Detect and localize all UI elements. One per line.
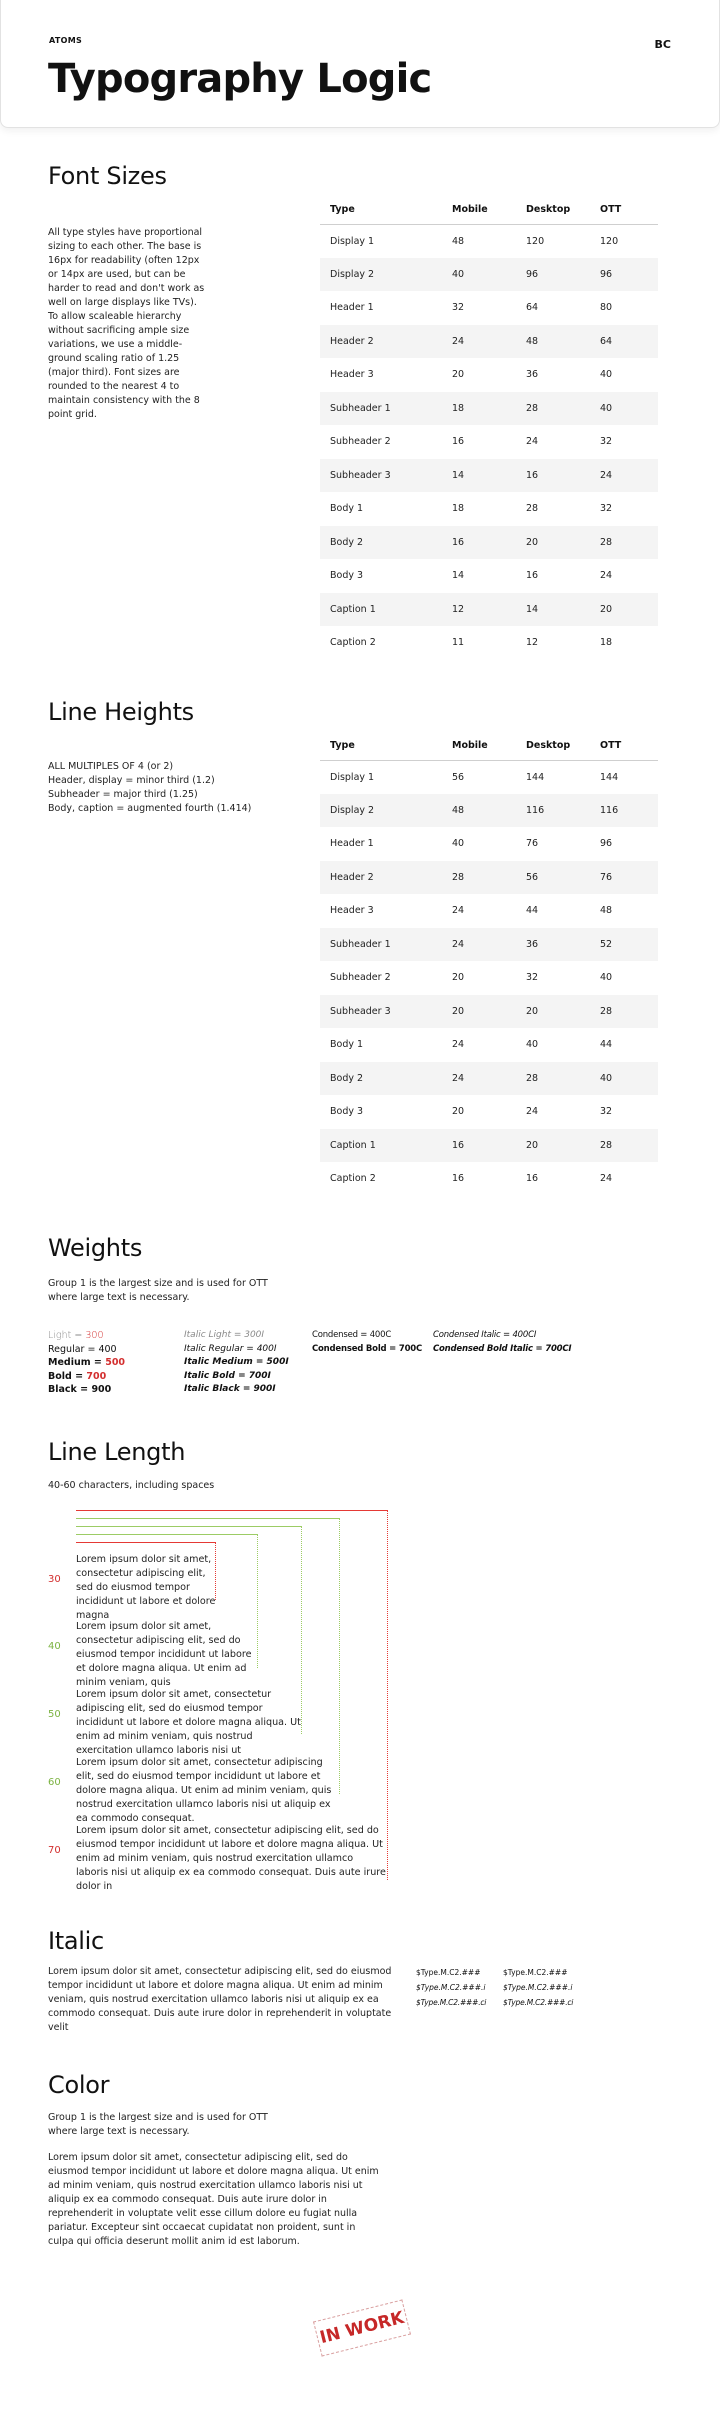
- cell-mobile: 20: [452, 369, 465, 381]
- cell-ott: 28: [590, 1129, 658, 1163]
- cell-mobile: 24: [452, 1039, 465, 1051]
- font-sizes-table: [320, 196, 658, 660]
- cell-desktop: 116: [516, 794, 590, 828]
- table-header-row: [320, 196, 658, 224]
- cell-desktop: 28: [516, 1062, 590, 1096]
- cell-mobile: 11: [452, 637, 465, 649]
- cell-desktop: 20: [516, 995, 590, 1029]
- type-token: $Type.M.C2.###.ci: [416, 1998, 487, 2007]
- cell-type: Caption 2: [330, 1173, 376, 1185]
- cell-mobile: 12: [442, 593, 516, 627]
- cell-desktop: 48: [516, 325, 590, 359]
- cell-mobile: 48: [442, 794, 516, 828]
- cell-ott: 32: [600, 436, 613, 448]
- cell-ott: 24: [600, 1173, 613, 1185]
- cell-desktop: 20: [516, 1129, 590, 1163]
- cell-desktop: 64: [526, 302, 539, 314]
- cell-mobile: 18: [452, 503, 465, 515]
- cell-ott: 32: [600, 503, 613, 515]
- cell-desktop: 16: [526, 1173, 539, 1185]
- cell-desktop: 56: [516, 861, 590, 895]
- italic-tags-right: [503, 1965, 573, 2010]
- cell-ott: 116: [590, 794, 658, 828]
- table-row: [320, 760, 658, 794]
- table-row: [320, 425, 658, 459]
- cell-desktop: 32: [526, 972, 539, 984]
- column-header-ott: OTT: [590, 196, 658, 224]
- cell-type: Body 1: [330, 503, 364, 515]
- cell-ott: 40: [590, 1062, 658, 1096]
- cell-type: Subheader 1: [320, 392, 442, 426]
- cell-type: Subheader 3: [320, 459, 442, 493]
- column-header-type: Type: [320, 196, 442, 224]
- cell-ott: 120: [600, 235, 619, 247]
- table-row: [320, 459, 658, 493]
- table-header-row: [320, 732, 658, 760]
- cell-ott: 144: [600, 771, 619, 783]
- table-row: [320, 593, 658, 627]
- type-token: $Type.M.C2.###.i: [416, 1983, 486, 1992]
- type-token: $Type.M.C2.###: [416, 1968, 481, 1977]
- cell-ott: 96: [590, 258, 658, 292]
- cell-type: Caption 1: [320, 593, 442, 627]
- eyebrow-label: ATOMS: [49, 36, 83, 45]
- cell-mobile: 16: [442, 526, 516, 560]
- cell-type: Header 1: [330, 838, 374, 850]
- line-heights-note: ALL MULTIPLES OF 4 (or 2): [48, 761, 174, 772]
- line-heights-note: Subheader = major third (1.25): [48, 789, 198, 800]
- italic-paragraph: Lorem ipsum dolor sit amet, consectetur adipiscing elit, sed do eiusmod tempor incididunt ut labore et dolore magna aliqua. Ut enim ad minim veniam, quis nostrud exercitation ullamco laboris nisi ut aliquip ex ea commodo consequat. Duis aute irure dolor in reprehenderit in voluptate velit: [48, 1966, 392, 2033]
- weight-condensed-bold-italic: Condensed Bold Italic = 700CI: [433, 1343, 572, 1354]
- cell-type: Subheader 2: [330, 972, 391, 984]
- cell-mobile: 20: [452, 1106, 465, 1118]
- cell-desktop: 28: [516, 392, 590, 426]
- cell-mobile: 24: [452, 905, 465, 917]
- cell-ott: 40: [590, 392, 658, 426]
- column-header-desktop: Desktop: [516, 196, 590, 224]
- cell-desktop: 144: [526, 771, 545, 783]
- cell-type: Header 3: [330, 369, 374, 381]
- line-length-label-50: 50: [48, 1709, 61, 1720]
- column-header-desktop: Desktop: [516, 732, 590, 760]
- weight-italic-bold: Italic Bold = 700I: [184, 1370, 271, 1381]
- cell-ott: 52: [590, 928, 658, 962]
- table-row: [320, 1062, 658, 1096]
- cell-mobile: 24: [442, 325, 516, 359]
- cell-ott: 76: [590, 861, 658, 895]
- line-length-label-40: 40: [48, 1641, 61, 1652]
- cell-ott: 24: [590, 459, 658, 493]
- weights-condensed-italic-list: [433, 1329, 571, 1356]
- table-row: [320, 626, 658, 660]
- color-description: Group 1 is the largest size and is used for OTT where large text is necessary.: [48, 2112, 268, 2137]
- cell-mobile: 16: [452, 436, 465, 448]
- cell-type: Subheader 2: [330, 436, 391, 448]
- table-row: [320, 794, 658, 828]
- table-row: [320, 358, 658, 392]
- line-heights-table: [320, 732, 658, 1196]
- table-row: [320, 827, 658, 861]
- weight-light: Light = 300: [48, 1330, 104, 1341]
- cell-desktop: 36: [526, 369, 539, 381]
- table-row: [320, 894, 658, 928]
- cell-type: Caption 2: [330, 637, 376, 649]
- weight-italic-regular: Italic Regular = 400I: [184, 1343, 277, 1354]
- type-token: $Type.M.C2.###.i: [503, 1983, 573, 1992]
- cell-desktop: 76: [526, 838, 539, 850]
- weight-regular: Regular = 400: [48, 1343, 117, 1355]
- in-work-stamp: [313, 2299, 411, 2356]
- table-row: [320, 1095, 658, 1129]
- table-row: [320, 325, 658, 359]
- line-length-sample-70: Lorem ipsum dolor sit amet, consectetur adipiscing elit, sed do eiusmod tempor incididunt ut labore et dolore magna aliqua. Ut enim ad minim veniam, quis nostrud exercitation ullamco laboris nisi ut aliquip ex ea commodo consequat. Duis aute irure dolor in: [76, 1825, 386, 1892]
- cell-type: Header 3: [330, 905, 374, 917]
- table-row: [320, 928, 658, 962]
- cell-mobile: 40: [452, 838, 465, 850]
- table-row: [320, 1162, 658, 1196]
- in-work-stamp-label: IN WORK: [317, 2307, 407, 2349]
- weights-condensed-list: [312, 1329, 422, 1356]
- line-length-description: 40-60 characters, including spaces: [48, 1480, 215, 1491]
- cell-desktop: 36: [516, 928, 590, 962]
- cell-type: Body 2: [320, 526, 442, 560]
- line-length-sample-60: Lorem ipsum dolor sit amet, consectetur adipiscing elit, sed do eiusmod tempor incididunt ut labore et dolore magna aliqua. Ut enim ad minim veniam, quis nostrud exercitation ullamco laboris nisi ut aliquip ex ea commodo consequat.: [76, 1757, 332, 1824]
- cell-mobile: 16: [452, 1173, 465, 1185]
- table-row: [320, 526, 658, 560]
- table-row: [320, 961, 658, 995]
- line-length-label-30: 30: [48, 1574, 61, 1585]
- line-length-title: Line Length: [48, 1438, 186, 1466]
- page-title: Typography Logic: [48, 56, 432, 102]
- type-token: $Type.M.C2.###: [503, 1968, 568, 1977]
- line-length-sample-50: Lorem ipsum dolor sit amet, consectetur adipiscing elit, sed do eiusmod tempor incididunt ut labore et dolore magna aliqua. Ut enim ad minim veniam, quis nostrud exercitation ullamco laboris nisi ut: [76, 1689, 301, 1756]
- weight-black: Black = 900: [48, 1384, 112, 1395]
- user-initials[interactable]: BC: [654, 38, 671, 51]
- line-heights-title: Line Heights: [48, 698, 194, 726]
- cell-mobile: 14: [442, 459, 516, 493]
- cell-ott: 40: [600, 369, 613, 381]
- color-title: Color: [48, 2071, 110, 2099]
- cell-desktop: 44: [526, 905, 539, 917]
- cell-ott: 64: [590, 325, 658, 359]
- column-header-ott: OTT: [590, 732, 658, 760]
- cell-desktop: 16: [526, 570, 539, 582]
- cell-ott: 20: [590, 593, 658, 627]
- cell-mobile: 16: [442, 1129, 516, 1163]
- cell-desktop: 20: [516, 526, 590, 560]
- cell-type: Header 1: [330, 302, 374, 314]
- cell-type: Body 2: [320, 1062, 442, 1096]
- cell-mobile: 24: [442, 928, 516, 962]
- line-length-sample-40: Lorem ipsum dolor sit amet, consectetur adipiscing elit, sed do eiusmod tempor incididunt ut labore et dolore magna aliqua. Ut enim ad minim veniam, quis: [76, 1621, 252, 1688]
- weight-condensed-bold: Condensed Bold = 700C: [312, 1343, 423, 1354]
- cell-type: Caption 1: [320, 1129, 442, 1163]
- cell-desktop: 12: [526, 637, 539, 649]
- table-row: [320, 1028, 658, 1062]
- column-header-type: Type: [320, 732, 442, 760]
- column-header-mobile: Mobile: [442, 732, 516, 760]
- page-header: [0, 0, 720, 128]
- cell-type: Body 1: [330, 1039, 364, 1051]
- cell-ott: 32: [600, 1106, 613, 1118]
- cell-ott: 96: [600, 838, 613, 850]
- cell-ott: 80: [600, 302, 613, 314]
- line-length-label-70: 70: [48, 1845, 61, 1856]
- cell-type: Subheader 3: [320, 995, 442, 1029]
- table-row: [320, 861, 658, 895]
- cell-mobile: 20: [442, 995, 516, 1029]
- weights-description: Group 1 is the largest size and is used for OTT where large text is necessary.: [48, 1278, 268, 1303]
- table-row: [320, 995, 658, 1029]
- weights-regular-list: [48, 1329, 125, 1397]
- line-length-sample-30: Lorem ipsum dolor sit amet, consectetur adipiscing elit, sed do eiusmod tempor incididunt ut labore et dolore magna: [76, 1554, 216, 1621]
- table-row: [320, 559, 658, 593]
- cell-type: Body 3: [330, 570, 364, 582]
- cell-desktop: 24: [526, 1106, 539, 1118]
- cell-mobile: 28: [442, 861, 516, 895]
- cell-desktop: 96: [516, 258, 590, 292]
- cell-mobile: 20: [452, 972, 465, 984]
- weight-italic-light: Italic Light = 300I: [184, 1330, 265, 1340]
- cell-mobile: 56: [452, 771, 465, 783]
- type-token: $Type.M.C2.###.ci: [503, 1998, 574, 2007]
- cell-mobile: 32: [452, 302, 465, 314]
- table-row: [320, 258, 658, 292]
- cell-mobile: 24: [442, 1062, 516, 1096]
- table-row: [320, 291, 658, 325]
- column-header-mobile: Mobile: [442, 196, 516, 224]
- cell-mobile: 14: [452, 570, 465, 582]
- line-length-label-60: 60: [48, 1777, 61, 1788]
- font-sizes-description: All type styles have proportional sizing to each other. The base is 16px for readability (often 12px or 14px are used, but can be harder to read and don't work as well on large displays like TVs). To allow scaleable hierarchy without sacrificing ample size variations, we use a middle-ground scaling ratio of 1.25 (major third). Font sizes are rounded to the nearest 4 to maintain consistency with the 8 point grid.: [48, 227, 205, 420]
- cell-type: Display 2: [320, 258, 442, 292]
- cell-ott: 28: [590, 526, 658, 560]
- weight-italic-medium: Italic Medium = 500I: [184, 1357, 289, 1367]
- weight-medium: Medium = 500: [48, 1357, 126, 1368]
- font-sizes-title: Font Sizes: [48, 162, 167, 190]
- line-heights-note: Body, caption = augmented fourth (1.414): [48, 803, 252, 814]
- cell-mobile: 40: [442, 258, 516, 292]
- table-row: [320, 224, 658, 258]
- cell-desktop: 120: [526, 235, 545, 247]
- cell-ott: 18: [600, 637, 613, 649]
- italic-title: Italic: [48, 1927, 104, 1955]
- cell-type: Header 2: [320, 325, 442, 359]
- cell-mobile: 48: [452, 235, 465, 247]
- cell-desktop: 40: [526, 1039, 539, 1051]
- cell-ott: 44: [600, 1039, 613, 1051]
- italic-tags-left: [416, 1965, 486, 2010]
- cell-type: Display 1: [330, 235, 375, 247]
- cell-desktop: 28: [526, 503, 539, 515]
- table-row: [320, 392, 658, 426]
- color-paragraph: Lorem ipsum dolor sit amet, consectetur adipiscing elit, sed do eiusmod tempor incididunt ut labore et dolore magna aliqua. Ut enim ad minim veniam, quis nostrud exercitation ullamco laboris nisi ut aliquip ex ea commodo consequat. Duis aute irure dolor in reprehenderit in voluptate velit esse cillum dolore eu fugiat nulla pariatur. Excepteur sint occaecat cupidatat non proident, sunt in culpa qui officia deserunt mollit anim id est laborum.: [48, 2152, 379, 2247]
- weights-italic-list: [184, 1329, 289, 1397]
- cell-desktop: 14: [516, 593, 590, 627]
- cell-type: Body 3: [330, 1106, 364, 1118]
- cell-type: Subheader 1: [320, 928, 442, 962]
- weight-condensed-italic: Condensed Italic = 400CI: [433, 1330, 537, 1340]
- line-heights-notes: [48, 760, 308, 816]
- cell-desktop: 24: [526, 436, 539, 448]
- cell-type: Header 2: [320, 861, 442, 895]
- cell-mobile: 18: [442, 392, 516, 426]
- cell-ott: 28: [590, 995, 658, 1029]
- weight-bold: Bold = 700: [48, 1370, 107, 1382]
- cell-type: Display 1: [330, 771, 375, 783]
- weights-title: Weights: [48, 1234, 143, 1262]
- weight-condensed: Condensed = 400C: [312, 1330, 392, 1340]
- cell-ott: 48: [600, 905, 613, 917]
- line-heights-note: Header, display = minor third (1.2): [48, 775, 215, 786]
- weight-italic-black: Italic Black = 900I: [184, 1384, 276, 1394]
- cell-ott: 40: [600, 972, 613, 984]
- cell-ott: 24: [600, 570, 613, 582]
- table-row: [320, 492, 658, 526]
- table-row: [320, 1129, 658, 1163]
- cell-type: Display 2: [320, 794, 442, 828]
- cell-desktop: 16: [516, 459, 590, 493]
